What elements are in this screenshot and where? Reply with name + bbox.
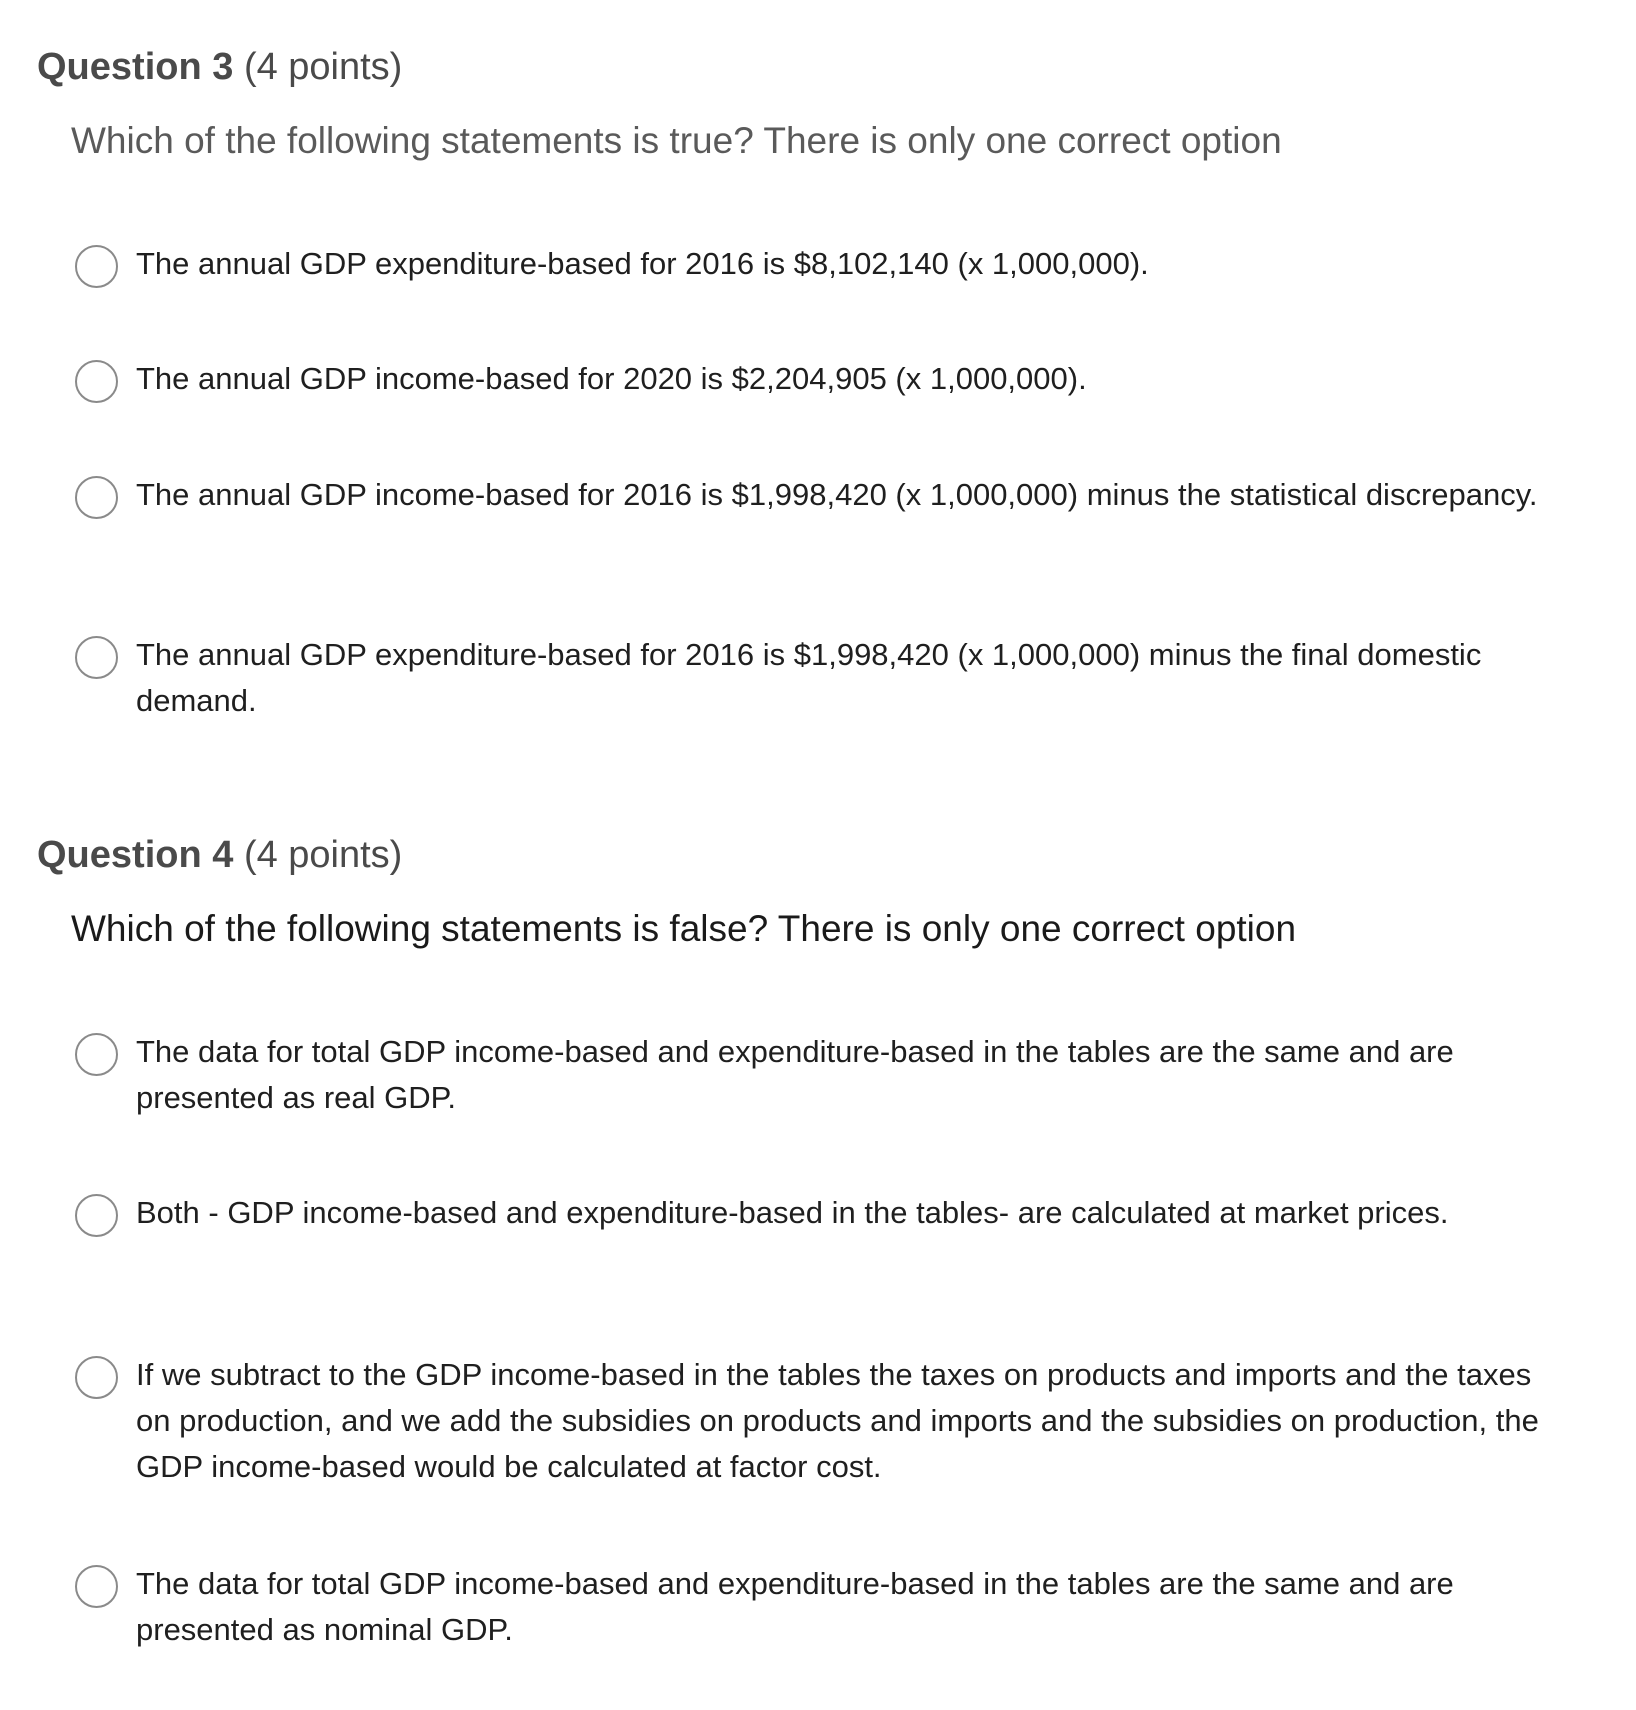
radio-button-icon[interactable] <box>75 360 118 403</box>
answer-option-label: Both - GDP income-based and expenditure-based in the tables- are calculated at market prices. <box>136 1195 1449 1230</box>
question-title: Question 3 <box>37 46 234 88</box>
question-prompt: Which of the following statements is true? There is only one correct option <box>71 120 1282 161</box>
question-heading <box>37 44 402 90</box>
answer-option-label: The annual GDP income-based for 2016 is $1,998,420 (x 1,000,000) minus the statistical discrepancy. <box>136 477 1538 512</box>
radio-button-icon[interactable] <box>75 1565 118 1608</box>
answer-option-label: The annual GDP income-based for 2020 is $2,204,905 (x 1,000,000). <box>136 361 1087 396</box>
answer-option-label: The data for total GDP income-based and expenditure-based in the tables are the same and are presented as real GDP. <box>136 1034 1454 1115</box>
question-prompt: Which of the following statements is false? There is only one correct option <box>71 908 1297 949</box>
question-heading <box>37 832 402 878</box>
radio-button-icon[interactable] <box>75 1356 118 1399</box>
radio-button-icon[interactable] <box>75 1194 118 1237</box>
radio-button-icon[interactable] <box>75 636 118 679</box>
answer-option-label: The annual GDP expenditure-based for 2016 is $1,998,420 (x 1,000,000) minus the final domestic demand. <box>136 637 1482 718</box>
radio-button-icon[interactable] <box>75 1033 118 1076</box>
radio-button-icon[interactable] <box>75 245 118 288</box>
question-title: Question 4 <box>37 834 234 876</box>
answer-option-label: The annual GDP expenditure-based for 2016 is $8,102,140 (x 1,000,000). <box>136 246 1149 281</box>
question-points: (4 points) <box>243 46 403 88</box>
answer-option-label: If we subtract to the GDP income-based in the tables the taxes on products and imports and the taxes on production, and we add the subsidies on products and imports and the subsidies on production, the GDP income-based would be calculated at factor cost. <box>136 1357 1539 1484</box>
answer-option-label: The data for total GDP income-based and expenditure-based in the tables are the same and are presented as nominal GDP. <box>136 1566 1454 1647</box>
question-points: (4 points) <box>243 834 403 876</box>
radio-button-icon[interactable] <box>75 476 118 519</box>
